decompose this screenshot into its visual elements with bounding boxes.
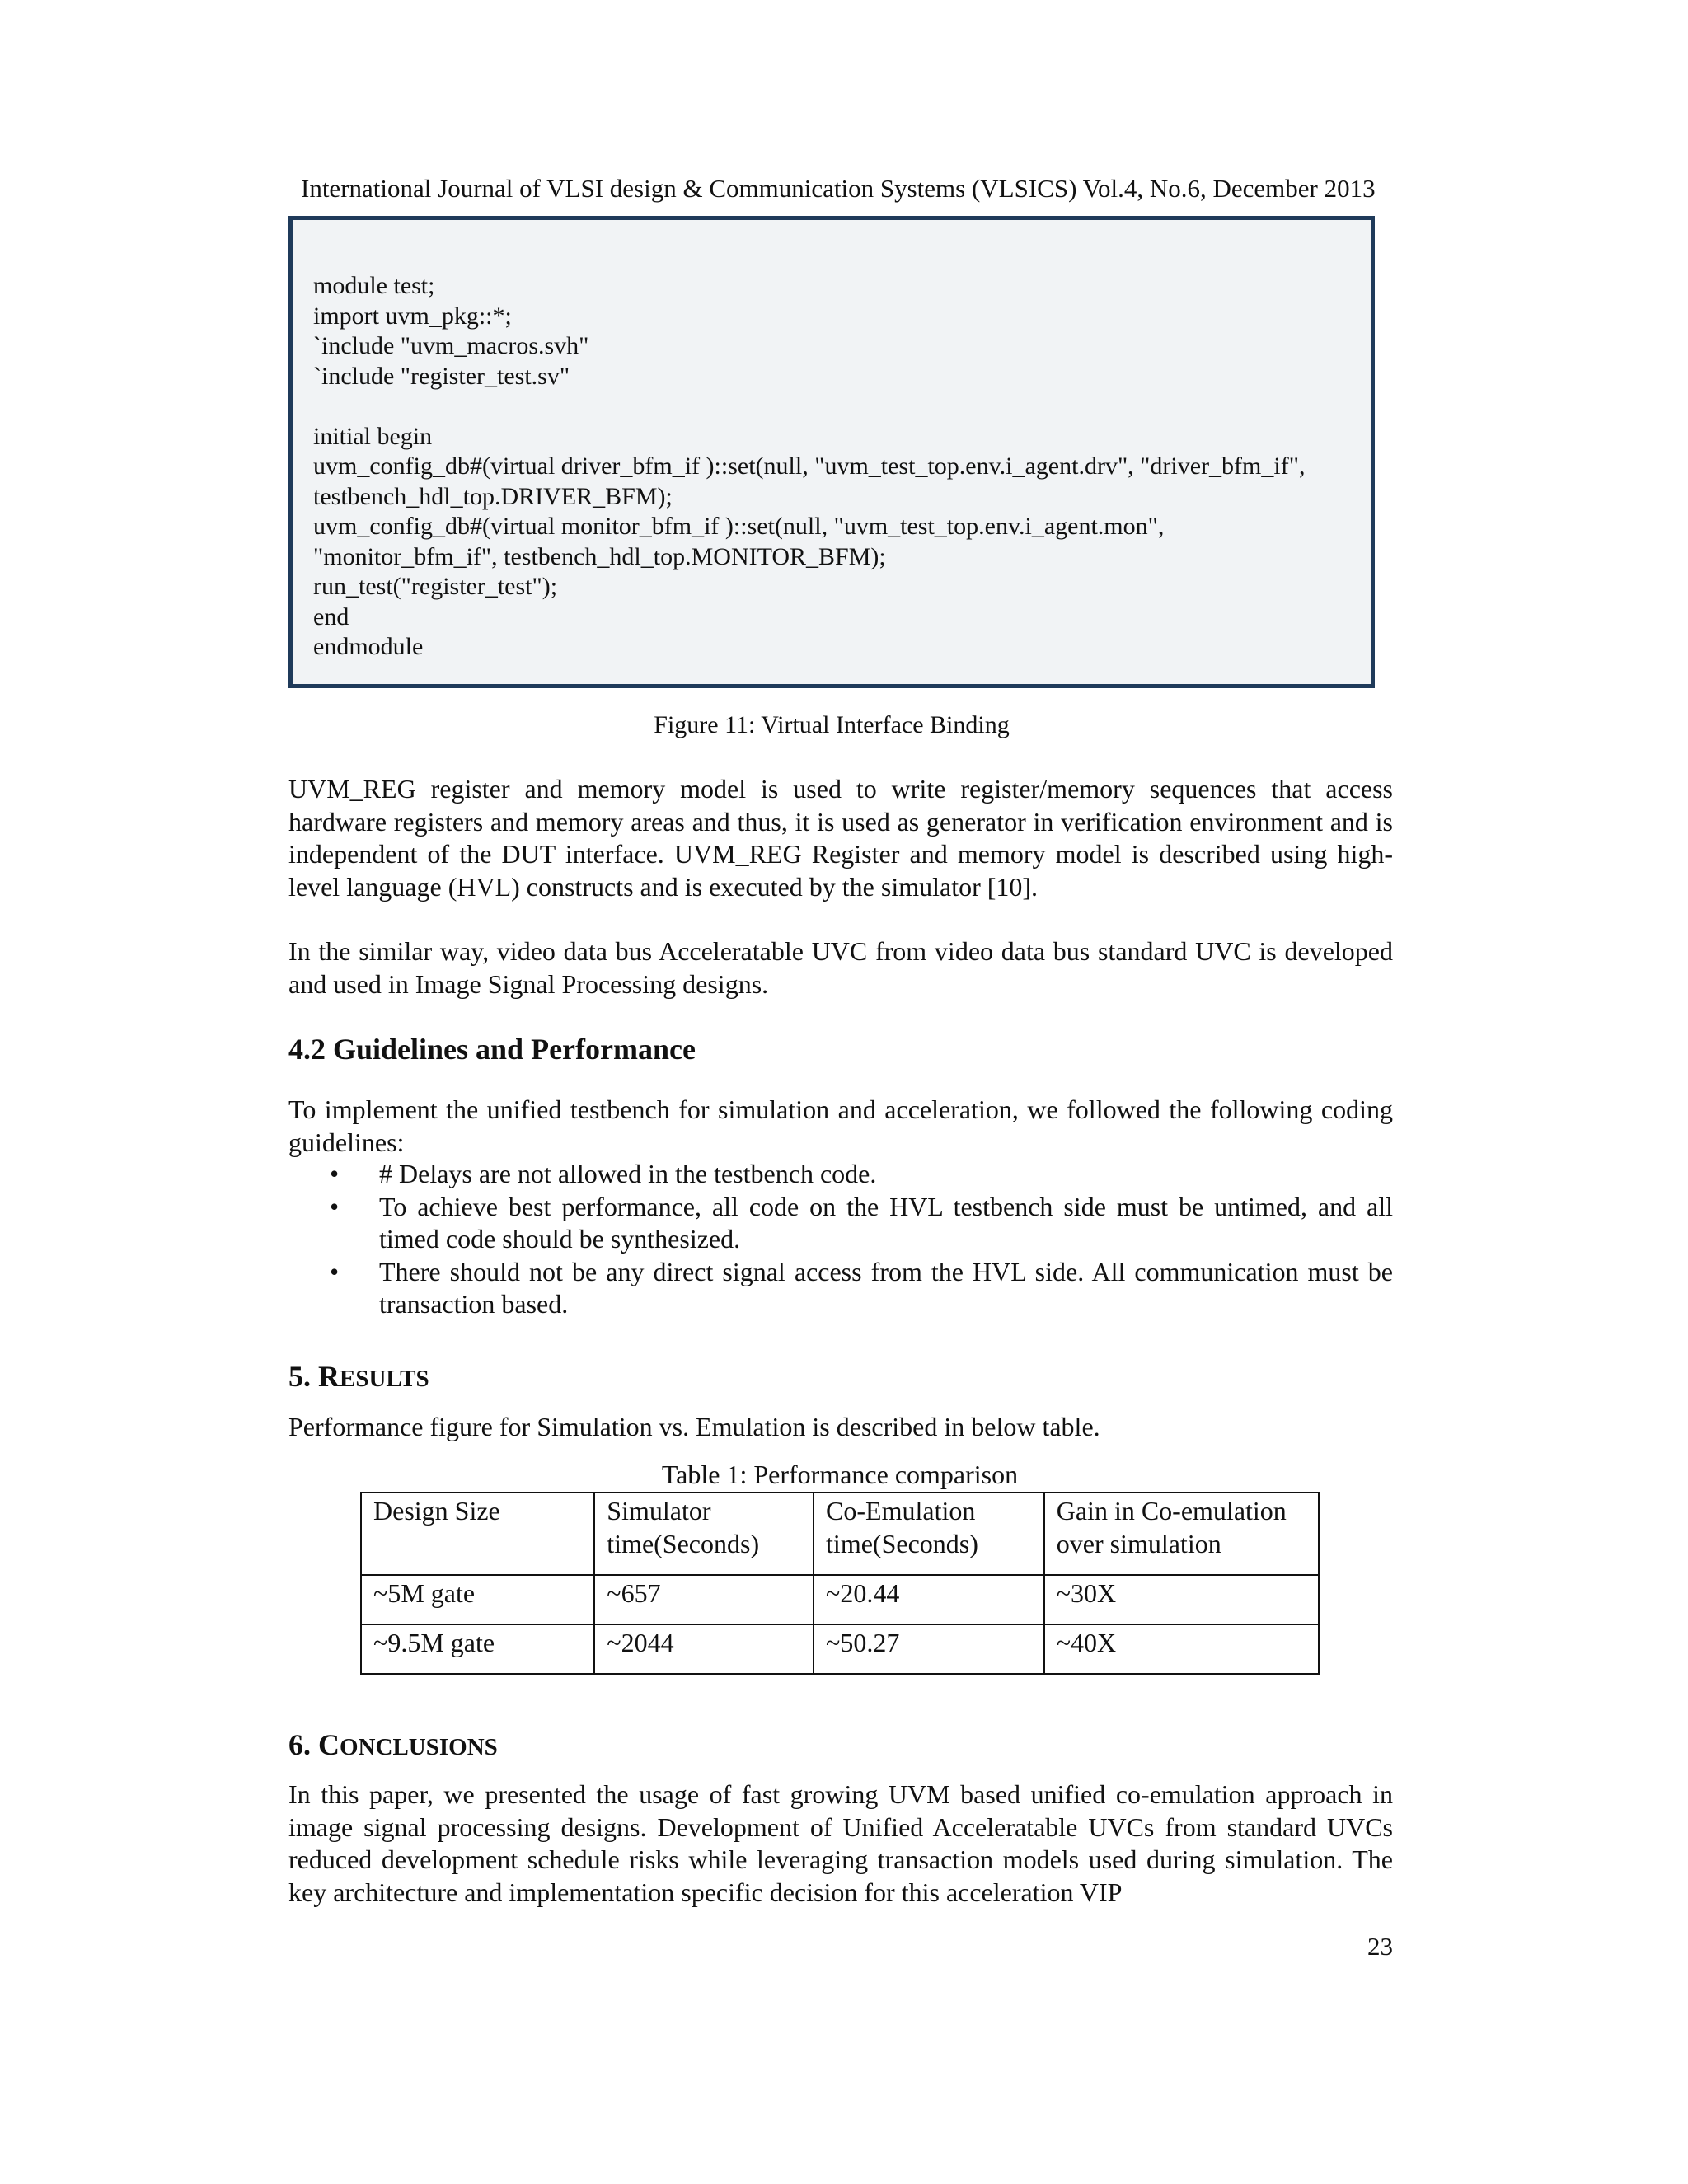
performance-table (360, 1492, 1320, 1675)
bullet-icon: • (330, 1256, 340, 1286)
table-header-cell: Design Size (361, 1493, 594, 1575)
code-line: initial begin (313, 422, 433, 450)
table-header-row (361, 1493, 1319, 1575)
table-cell: ~9.5M gate (361, 1624, 594, 1674)
section-heading-number: 5. R (288, 1360, 340, 1393)
list-item (288, 1256, 1393, 1321)
bullet-icon: • (330, 1191, 340, 1221)
table-header-cell: Co-Emulation time(Seconds) (814, 1493, 1044, 1575)
code-line: import uvm_pkg::*; (313, 302, 512, 330)
paragraph-conclusions: In this paper, we presented the usage of fast growing UVM based unified co-emulation approach in image signal processing designs. Development of Unified Acceleratable UVCs from standard UVCs reduced development schedule risks while leveraging transaction models used during simulation. The key architecture and implementation specific decision for this acceleration VIP (288, 1779, 1393, 1907)
code-line: uvm_config_db#(virtual driver_bfm_if )::set(null, "uvm_test_top.env.i_agent.drv", "driver_bfm_if", (313, 452, 1306, 480)
paragraph-video-bus: In the similar way, video data bus Acceleratable UVC from video data bus standard UVC is developed and used in Image Signal Processing designs. (288, 936, 1393, 999)
paragraph-results-intro: Performance figure for Simulation vs. Emulation is described in below table. (288, 1412, 1100, 1441)
section-heading-number: 6. C (288, 1728, 340, 1761)
code-line: testbench_hdl_top.DRIVER_BFM); (313, 482, 673, 510)
list-item (288, 1158, 1393, 1191)
table-row (361, 1624, 1319, 1674)
page-number: 23 (1367, 1932, 1393, 1961)
section-heading-results (288, 1358, 429, 1397)
table-cell: ~30X (1044, 1575, 1319, 1624)
list-item (288, 1191, 1393, 1256)
bullet-icon: • (330, 1159, 340, 1188)
table-caption: Table 1: Performance comparison (661, 1460, 1019, 1489)
code-line: "monitor_bfm_if", testbench_hdl_top.MONITOR_BFM); (313, 542, 886, 570)
code-line: module test; (313, 272, 435, 299)
code-line: `include "register_test.sv" (313, 362, 570, 390)
table-cell: ~5M gate (361, 1575, 594, 1624)
table-cell: ~2044 (594, 1624, 814, 1674)
list-item-text: # Delays are not allowed in the testbench code. (379, 1159, 877, 1188)
table-row (361, 1575, 1319, 1624)
code-line: `include "uvm_macros.svh" (313, 332, 589, 359)
list-item-text: There should not be any direct signal access from the HVL side. All communication must be transaction based. (379, 1256, 1393, 1319)
paragraph-uvm-reg: UVM_REG register and memory model is used to write register/memory sequences that access hardware registers and memory areas and thus, it is used as generator in verification environment and is independent of the DUT interface. UVM_REG Register and memory model is described using high-level language (HVL) constructs and is executed by the simulator [10]. (288, 774, 1393, 902)
code-listing-box (288, 216, 1375, 688)
table-cell: ~20.44 (814, 1575, 1044, 1624)
table-cell: ~657 (594, 1575, 814, 1624)
running-header: International Journal of VLSI design & Communication Systems (VLSICS) Vol.4, No.6, December 2013 (301, 174, 1376, 203)
code-line: run_test("register_test"); (313, 573, 558, 600)
code-line: end (313, 602, 349, 630)
table-cell: ~50.27 (814, 1624, 1044, 1674)
paragraph-guidelines-intro: To implement the unified testbench for simulation and acceleration, we followed the following coding guidelines: (288, 1094, 1393, 1157)
guidelines-list (288, 1158, 1393, 1321)
list-item-text: To achieve best performance, all code on the HVL testbench side must be untimed, and all timed code should be synthesized. (379, 1191, 1393, 1254)
code-line: endmodule (313, 633, 424, 660)
table-header-cell: Gain in Co-emulation over simulation (1044, 1493, 1319, 1575)
table-cell: ~40X (1044, 1624, 1319, 1674)
section-heading-rest: ESULTS (340, 1366, 429, 1392)
table-header-cell: Simulator time(Seconds) (594, 1493, 814, 1575)
section-heading-4-2: 4.2 Guidelines and Performance (288, 1033, 696, 1066)
figure-caption: Figure 11: Virtual Interface Binding (654, 711, 1010, 738)
code-line-blank (313, 391, 1350, 422)
code-line: uvm_config_db#(virtual monitor_bfm_if )::set(null, "uvm_test_top.env.i_agent.mon", (313, 513, 1165, 540)
section-heading-rest: ONCLUSIONS (340, 1734, 498, 1760)
section-heading-conclusions (288, 1727, 498, 1765)
